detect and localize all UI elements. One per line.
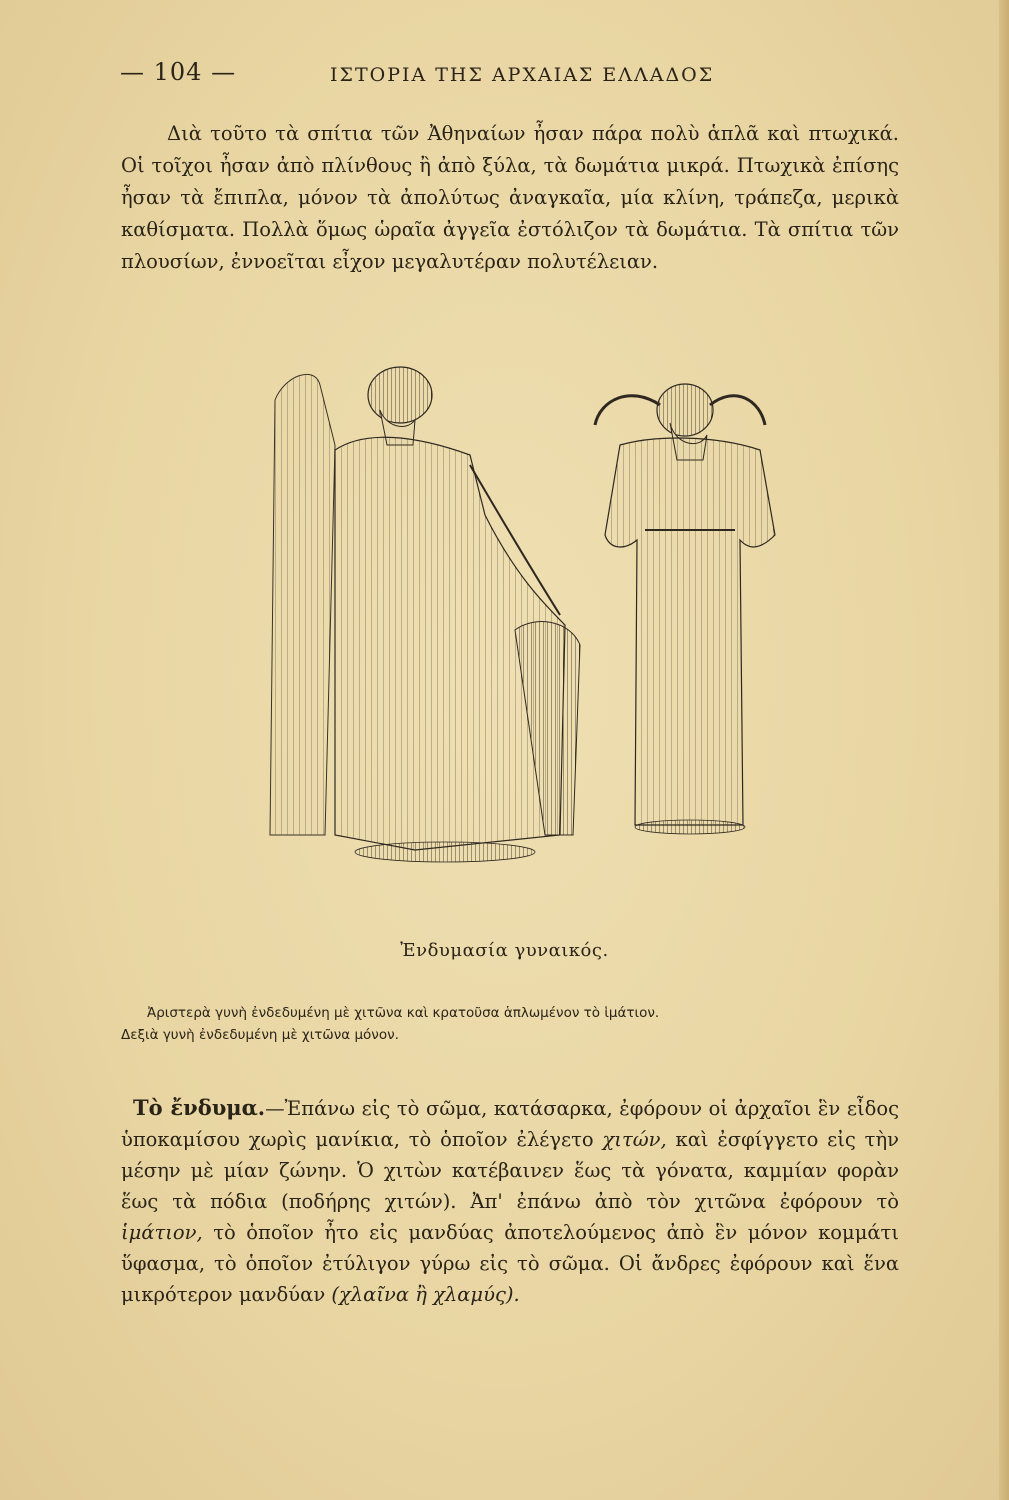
paragraph-text-part1: —Ἐπάνω εἰς τὸ σῶμα, κατάσαρκα, ἐφόρουν οἱ ἀρχαῖοι ἓν εἶδος ὑποκαμίσου χωρὶς μανίκια, τὸ ὁποῖον ἐλέγετο bbox=[121, 1097, 899, 1151]
page-spine-edge bbox=[999, 0, 1009, 1500]
clothing-paragraph bbox=[121, 1092, 899, 1310]
engraving-figure bbox=[215, 355, 800, 910]
figure-caption: Ἐνδυμασία γυναικός. bbox=[400, 940, 609, 961]
term-chlaina: (χλαῖνα ἢ χλαμύς). bbox=[331, 1283, 520, 1306]
running-header bbox=[120, 58, 890, 92]
term-himation: ἱμάτιον, bbox=[121, 1221, 203, 1244]
section-heading: Τὸ ἔνδυμα. bbox=[133, 1095, 266, 1120]
paragraph-text-part3: τὸ ὁποῖον ἦτο εἰς μανδύας ἀποτελούμενος ἀπὸ ἓν μόνον κομμάτι ὕφασμα, τὸ ὁποῖον ἐτύλιγον γύρω εἰς τὸ σῶμα. Οἱ ἄνδρες ἐφόρουν καὶ ἕνα μικρότερον μανδύαν bbox=[121, 1221, 899, 1306]
paragraph-text-part2: καὶ ἐσφίγγετο εἰς τὴν μέσην μὲ μίαν ζώνην. Ὁ χιτὼν κατέβαινεν ἕως τὰ γόνατα, καμμίαν φορὰν ἕως τὰ πόδια (ποδήρης χιτών). Ἀπ' ἐπάνω ἀπὸ τὸν χιτῶνα ἐφόρουν τὸ bbox=[121, 1128, 899, 1213]
left-woman-figure bbox=[270, 367, 580, 862]
intro-paragraph: Διὰ τοῦτο τὰ σπίτια τῶν Ἀθηναίων ἦσαν πάρα πολὺ ἁπλᾶ καὶ πτωχικά. Οἱ τοῖχοι ἦσαν ἀπὸ πλίνθους ἢ ἀπὸ ξύλα, τὰ δωμάτια μικρά. Πτωχικὰ ἐπίσης ἦσαν τὰ ἔπιπλα, μόνον τὰ ἀπολύτως ἀναγκαῖα, μία κλίνη, τράπεζα, μερικὰ καθίσματα. Πολλὰ ὅμως ὡραῖα ἀγγεῖα ἐστόλιζον τὰ δωμάτια. Τὰ σπίτια τῶν πλουσίων, ἐννοεῖται εἶχον μεγαλυτέραν πολυτέλειαν. bbox=[121, 122, 899, 273]
running-title: ΙΣΤΟΡΙΑ ΤΗΣ ΑΡΧΑΙΑΣ ΕΛΛΑΔΟΣ bbox=[330, 64, 715, 86]
figure-note-left: Ἀριστερὰ γυνὴ ἐνδεδυμένη μὲ χιτῶνα καὶ κρατοῦσα ἁπλωμένον τὸ ἱμάτιον. bbox=[147, 1005, 660, 1021]
page-number: — 104 — bbox=[120, 58, 237, 86]
figure-note-right: Δεξιὰ γυνὴ ἐνδεδυμένη μὲ χιτῶνα μόνον. bbox=[121, 1027, 399, 1043]
right-woman-figure bbox=[595, 384, 775, 834]
term-chiton: χιτών, bbox=[602, 1128, 667, 1151]
